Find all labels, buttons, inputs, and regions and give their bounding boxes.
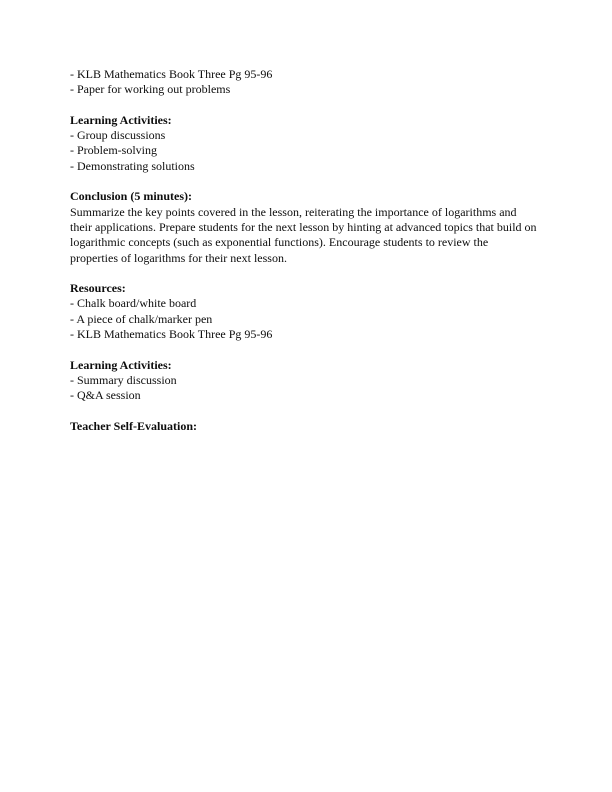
list-item: - Q&A session — [70, 388, 141, 403]
list-item: - A piece of chalk/marker pen — [70, 311, 213, 326]
section-resources — [70, 281, 602, 342]
list-item: - Group discussions — [70, 128, 166, 143]
section-heading: Learning Activities: — [70, 112, 172, 127]
list-item: - Demonstrating solutions — [70, 158, 195, 173]
section-teacher-self-evaluation — [70, 419, 602, 434]
section-learning-activities-2 — [70, 358, 602, 404]
section-heading: Teacher Self-Evaluation: — [70, 418, 198, 433]
paragraph-line: properties of logarithms for their next lesson. — [70, 250, 287, 265]
section-heading: Learning Activities: — [70, 357, 172, 372]
list-item: - Summary discussion — [70, 372, 177, 387]
document-content — [70, 67, 602, 434]
paragraph-line: Summarize the key points covered in the lesson, reiterating the importance of logarithms and — [70, 204, 517, 219]
section-conclusion — [70, 189, 602, 265]
paragraph-line: logarithmic concepts (such as exponential functions). Encourage students to review the — [70, 235, 489, 250]
list-item: - KLB Mathematics Book Three Pg 95-96 — [70, 327, 273, 342]
list-item: - KLB Mathematics Book Three Pg 95-96 — [70, 67, 273, 81]
section-learning-activities-1 — [70, 113, 602, 174]
paragraph-line: their applications. Prepare students for the next lesson by hinting at advanced topics that build on — [70, 219, 537, 234]
section-materials — [70, 67, 602, 98]
list-item: - Paper for working out problems — [70, 82, 231, 97]
list-item: - Problem-solving — [70, 143, 157, 158]
list-item: - Chalk board/white board — [70, 296, 197, 311]
section-heading: Conclusion (5 minutes): — [70, 189, 193, 204]
section-heading: Resources: — [70, 281, 126, 296]
